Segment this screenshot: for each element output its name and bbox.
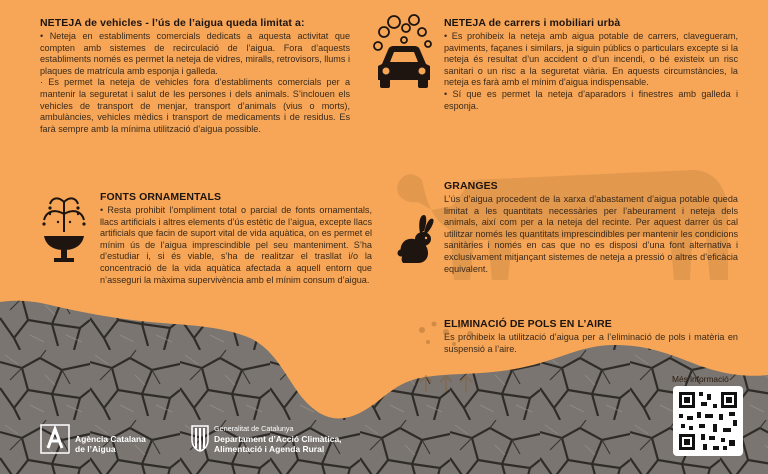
dust-arrows-icon	[412, 318, 482, 394]
aca-name-line-1: Agència Catalana	[75, 434, 146, 444]
qr-code-icon	[673, 386, 743, 456]
streets-paragraph-1: • Es prohibeix la neteja amb aigua potable de carrers, clavegueram, paviments, façanes i similars, ja siguin públics o particulars excepte si la neteja és resultat d’un accident o d’un incendi, o bé existeix un risc sanitari o un risc a la seguretat viària. En aquests circumstàncies, la neteja es farà amb el mínim d’aigua indispensable.	[444, 31, 738, 88]
dust-title: ELIMINACIÓ DE POLS EN L’AIRE	[444, 318, 612, 330]
farms-section	[444, 180, 738, 275]
streets-section	[444, 17, 738, 112]
vehicles-paragraph-2: · Es permet la neteja de vehicles fora d’establiments comercials per a mantenir la seguretat i salut de les persones i dels animals. S’inclouen els vehicles de transport de menjar, transport d’animals (vius o morts), ambulàncies, vehicles mèdics i transport de medicaments i de residus. Es farà sempre amb la mínima utilització d’aigua possible.	[40, 77, 350, 134]
fountains-text	[100, 205, 372, 286]
rabbit-icon	[396, 213, 436, 265]
generalitat-logo-text	[214, 424, 342, 454]
vehicles-section	[40, 17, 350, 135]
generalitat-line-2: Departament d’Acció Climàtica,	[214, 434, 342, 444]
fountain-icon	[38, 192, 90, 270]
generalitat-line-1: Generalitat de Catalunya	[214, 424, 294, 433]
car-wash-icon	[370, 12, 436, 90]
vehicles-title: NETEJA de vehicles - l’ús de l’aigua queda limitat a:	[40, 17, 305, 29]
dust-paragraph-1: Es prohibeix la utilització d’aigua per a l’eliminació de pols i matèria en suspensió a l’aire.	[444, 332, 738, 354]
farms-text	[444, 194, 738, 275]
streets-title: NETEJA de carrers i mobiliari urbà	[444, 17, 621, 29]
aca-logo-text	[75, 434, 146, 454]
farms-title: GRANGES	[444, 180, 498, 192]
vehicles-paragraph-1: • Neteja en establiments comercials dedicats a aquesta activitat que compten amb sistemes de recirculació de l’aigua. Fora d’aquests establiments només es permet la neteja de vidres, miralls, retrovisors, llums i plaques de matrícula amb esponja i galleda.	[40, 31, 350, 76]
streets-paragraph-2: • Sí que es permet la neteja d’aparadors i finestres amb galleda i esponja.	[444, 88, 738, 111]
more-info-label: Més informació	[672, 374, 729, 384]
aca-logo-icon	[40, 424, 70, 454]
fountains-title: FONTS ORNAMENTALS	[100, 191, 222, 203]
qr-code[interactable]	[673, 386, 743, 456]
streets-text	[444, 31, 738, 112]
fountains-paragraph-1: • Resta prohibit l’ompliment total o parcial de fonts ornamentals, llacs artificials i altres elements d’ús estètic de l’aigua, excepte llacs artificials que facin de suport vital de vida aquàtica, on es permet el mínim ús de l’aigua imprescindible pel seu manteniment. S’ha d’estudiar i, si és viable, s’ha de realitzar el trasllat i/o la concentració de la vida aquàtica afectada a aquell entorn que n’asseguri la màxima supervivència amb el mínim consum d’aigua.	[100, 205, 372, 285]
vehicles-text	[40, 31, 350, 135]
dust-text	[444, 332, 738, 355]
fountains-section	[100, 191, 372, 286]
aca-name-line-2: de l’Aigua	[75, 444, 116, 454]
generalitat-logo-icon	[190, 424, 210, 452]
generalitat-line-3: Alimentació i Agenda Rural	[214, 444, 325, 454]
dust-section	[444, 318, 738, 355]
farms-paragraph-1: L’ús d’aigua procedent de la xarxa d’abastament d’aigua potable queda limitat a les quantitats necessàries per l’abeurament i neteja dels animals, així com per a la neteja del recinte. Per aquest darrer ús cal utilitzar només les quantitats imprescindibles per mantenir les condicions sanitàries i només en cas que no es disposi d’una font alternativa i exclusivament mitjançant sistemes de neteja a pressió o altres d’eficàcia equivalent.	[444, 194, 738, 274]
